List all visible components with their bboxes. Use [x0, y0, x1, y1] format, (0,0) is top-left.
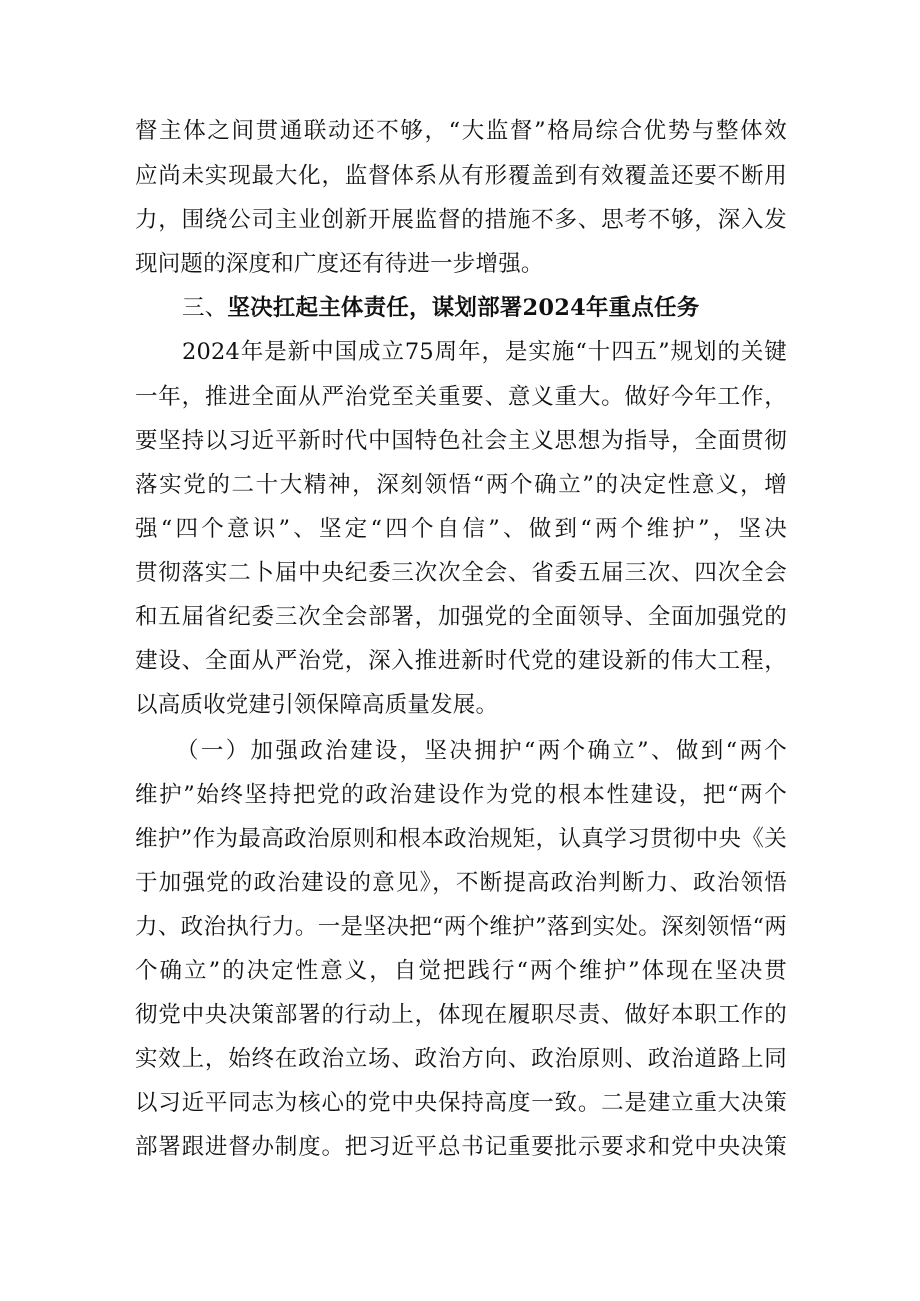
paragraph-3-line-6: 个确立”的决定性意义，自觉把践行“两个维护”体现在坚决贯 [135, 958, 787, 984]
paragraph-3-line-3: 维护”作为最高政治原则和根本政治规矩，认真学习贯彻中央《关 [135, 826, 787, 852]
paragraph-3-line-8: 实效上，始终在政治立场、政治方向、政治原则、政治道路上同 [135, 1046, 787, 1072]
paragraph-2-line-8: 建设、全面从严治党，深入推进新时代党的建设新的伟大工程， [135, 648, 787, 674]
paragraph-3-line-2: 维护”始终坚持把党的政治建设作为党的根本性建设，把“两个 [135, 782, 787, 808]
paragraph-1-line-3: 力，围绕公司主业创新开展监督的措施不多、思考不够，深入发 [135, 207, 787, 233]
paragraph-2-line-7: 和五届省纪委三次全会部署，加强党的全面领导、全面加强党的 [135, 604, 787, 630]
paragraph-3-line-1: （一）加强政治建设，坚决拥护“两个确立”、做到“两个 [176, 738, 787, 764]
paragraph-2-line-9: 以高质收党建引领保障高质量发展。 [135, 692, 499, 718]
paragraph-3-line-4: 于加强党的政治建设的意见》，不断提高政治判断力、政治领悟 [135, 870, 787, 896]
section-3-title: 坚决扛起主体责任，谋划部署2024年重点任务 [227, 295, 700, 321]
paragraph-2-line-2: 一年，推进全面从严治党至关重要、意义重大。做好今年工作， [135, 384, 787, 410]
paragraph-2-line-4: 落实党的二十大精神，深刻领悟“两个确立”的决定性意义，增 [135, 472, 787, 498]
paragraph-1-line-2: 应尚未实现最大化，监督体系从有形覆盖到有效覆盖还要不断用 [135, 163, 787, 189]
paragraph-3-line-9: 以习近平同志为核心的党中央保持高度一致。二是建立重大决策 [135, 1090, 787, 1116]
paragraph-3-line-5: 力、政治执行力。一是坚决把“两个维护”落到实处。深刻领悟“两 [135, 914, 787, 940]
paragraph-2-line-6: 贯彻落实二卜届中央纪委三次次全会、省委五届三次、四次全会 [135, 560, 787, 586]
paragraph-2-line-3: 要坚持以习近平新时代中国特色社会主义思想为指导，全面贯彻 [135, 428, 787, 454]
paragraph-1-line-1: 督主体之间贯通联动还不够，“大监督”格局综合优势与整体效 [135, 118, 787, 144]
section-3-prefix: 三、 [182, 295, 228, 321]
section-3-heading [182, 293, 787, 323]
paragraph-2-line-1: 2024年是新中国成立75周年，是实施“十四五”规划的关键 [182, 339, 787, 365]
paragraph-3-line-7: 彻党中央决策部署的行动上，体现在履职尽责、做好本职工作的 [135, 1002, 787, 1028]
paragraph-3-line-10: 部署跟进督办制度。把习近平总书记重要批示要求和党中央决策 [135, 1134, 787, 1160]
paragraph-2-line-5: 强“四个意识”、坚定“四个自信”、做到“两个维护”，坚决 [135, 516, 787, 542]
paragraph-1-line-4: 现问题的深度和广度还有待进一步增强。 [135, 251, 544, 277]
